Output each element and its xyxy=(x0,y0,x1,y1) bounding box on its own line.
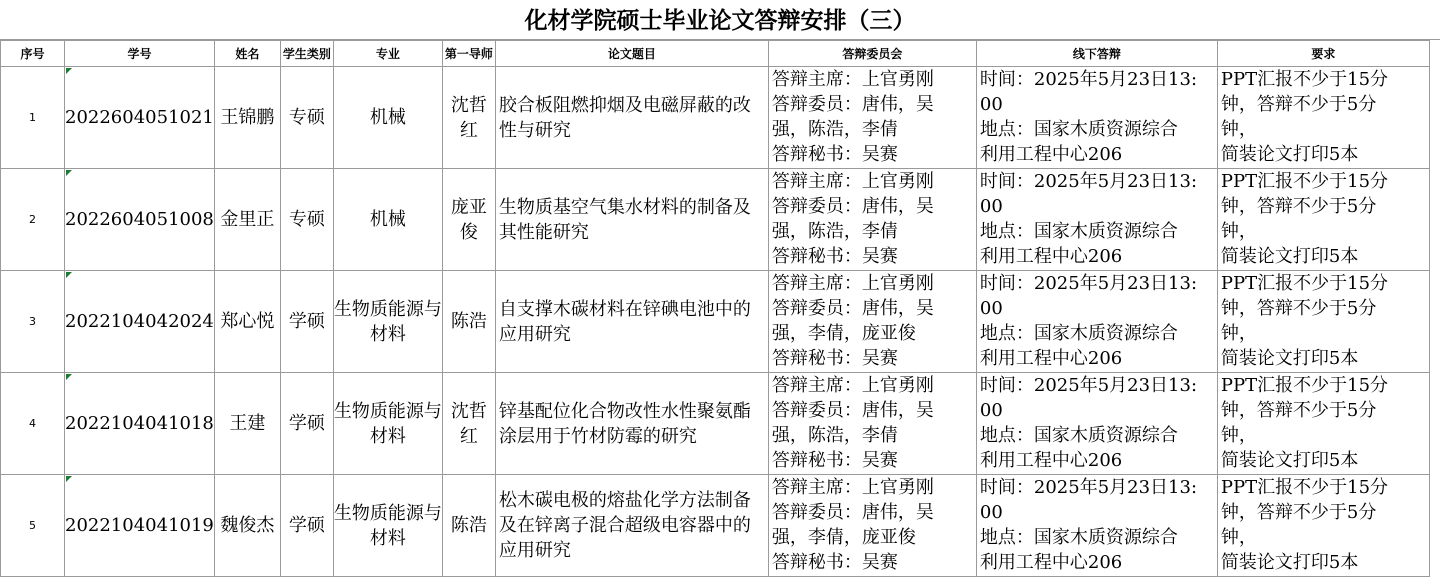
cell-requirements[interactable] xyxy=(1217,271,1429,373)
cell-committee-line: 答辩委员：唐伟，吴 xyxy=(771,298,934,319)
cell-offline-line: 地点：国家木质资源综合 xyxy=(979,221,1178,242)
cell-category[interactable]: 专硕 xyxy=(280,169,333,271)
cell-committee-line: 答辩秘书：吴赛 xyxy=(771,144,898,165)
cell-committee-line: 答辩秘书：吴赛 xyxy=(771,552,898,573)
cell-offline-line: 00 xyxy=(979,502,1003,523)
header-major[interactable]: 专业 xyxy=(333,41,442,67)
cell-advisor[interactable]: 陈浩 xyxy=(442,475,495,577)
cell-offline-line: 利用工程中心206 xyxy=(979,246,1123,267)
defense-schedule-table xyxy=(0,40,1430,577)
cell-offline-line: 00 xyxy=(979,298,1003,319)
cell-requirements-line: PPT汇报不少于15分 xyxy=(1220,69,1389,90)
cell-offline-line: 时间：2025年5月23日13: xyxy=(979,171,1198,192)
cell-seq[interactable]: 3 xyxy=(1,271,65,373)
cell-requirements-line: 钟， xyxy=(1220,425,1257,446)
cell-requirements-line: 简装论文打印5本 xyxy=(1220,552,1359,573)
cell-requirements-line: 简装论文打印5本 xyxy=(1220,246,1359,267)
header-student-id[interactable]: 学号 xyxy=(65,41,215,67)
header-advisor[interactable]: 第一导师 xyxy=(442,41,495,67)
cell-committee-line: 强，陈浩，李倩 xyxy=(771,119,898,140)
cell-committee-line: 答辩委员：唐伟，吴 xyxy=(771,94,934,115)
cell-requirements-line: 钟， xyxy=(1220,119,1257,140)
cell-major[interactable]: 机械 xyxy=(333,67,442,169)
cell-committee-line: 答辩委员：唐伟，吴 xyxy=(771,400,934,421)
cell-name[interactable]: 郑心悦 xyxy=(214,271,280,373)
cell-major[interactable]: 生物质能源与材料 xyxy=(333,271,442,373)
cell-category[interactable]: 学硕 xyxy=(280,475,333,577)
header-name[interactable]: 姓名 xyxy=(214,41,280,67)
cell-advisor[interactable]: 沈哲红 xyxy=(442,373,495,475)
cell-committee-line: 答辩委员：唐伟，吴 xyxy=(771,502,934,523)
cell-student-id[interactable]: 2022604051021 xyxy=(65,67,215,169)
cell-requirements-line: 简装论文打印5本 xyxy=(1220,144,1359,165)
cell-advisor[interactable]: 庞亚俊 xyxy=(442,169,495,271)
cell-offline-line: 时间：2025年5月23日13: xyxy=(979,375,1198,396)
header-committee[interactable]: 答辩委员会 xyxy=(768,41,976,67)
cell-committee-line: 强，李倩，庞亚俊 xyxy=(771,527,916,548)
cell-name[interactable]: 魏俊杰 xyxy=(214,475,280,577)
cell-requirements[interactable] xyxy=(1217,169,1429,271)
cell-offline[interactable] xyxy=(976,373,1217,475)
cell-requirements-line: PPT汇报不少于15分 xyxy=(1220,171,1389,192)
header-category[interactable]: 学生类别 xyxy=(280,41,333,67)
cell-major[interactable]: 机械 xyxy=(333,169,442,271)
cell-requirements-line: 钟，答辩不少于5分 xyxy=(1220,94,1377,115)
cell-requirements-line: 钟，答辩不少于5分 xyxy=(1220,400,1377,421)
header-offline[interactable]: 线下答辩 xyxy=(976,41,1217,67)
table-row xyxy=(1,475,1430,577)
cell-committee-line: 答辩秘书：吴赛 xyxy=(771,246,898,267)
cell-offline-line: 利用工程中心206 xyxy=(979,450,1123,471)
cell-committee[interactable] xyxy=(768,373,976,475)
cell-seq[interactable]: 1 xyxy=(1,67,65,169)
cell-name[interactable]: 金里正 xyxy=(214,169,280,271)
cell-offline-line: 利用工程中心206 xyxy=(979,144,1123,165)
cell-committee-line: 答辩主席：上官勇刚 xyxy=(771,273,934,294)
cell-requirements[interactable] xyxy=(1217,67,1429,169)
cell-requirements-line: 钟， xyxy=(1220,527,1257,548)
cell-requirements[interactable] xyxy=(1217,475,1429,577)
table-row xyxy=(1,67,1430,169)
cell-category[interactable]: 学硕 xyxy=(280,373,333,475)
header-row xyxy=(1,41,1430,67)
cell-thesis-title[interactable]: 自支撑木碳材料在锌碘电池中的应用研究 xyxy=(495,271,768,373)
header-seq[interactable]: 序号 xyxy=(1,41,65,67)
cell-requirements-line: PPT汇报不少于15分 xyxy=(1220,273,1389,294)
cell-offline-line: 00 xyxy=(979,94,1003,115)
cell-advisor[interactable]: 沈哲红 xyxy=(442,67,495,169)
cell-thesis-title[interactable]: 锌基配位化合物改性水性聚氨酯涂层用于竹材防霉的研究 xyxy=(495,373,768,475)
cell-committee-line: 答辩委员：唐伟，吴 xyxy=(771,196,934,217)
cell-student-id[interactable]: 2022104042024 xyxy=(65,271,215,373)
cell-offline-line: 00 xyxy=(979,196,1003,217)
cell-thesis-title[interactable]: 松木碳电极的熔盐化学方法制备及在锌离子混合超级电容器中的应用研究 xyxy=(495,475,768,577)
cell-category[interactable]: 专硕 xyxy=(280,67,333,169)
cell-student-id[interactable]: 2022104041018 xyxy=(65,373,215,475)
cell-requirements-line: 简装论文打印5本 xyxy=(1220,348,1359,369)
cell-name[interactable]: 王建 xyxy=(214,373,280,475)
cell-offline-line: 地点：国家木质资源综合 xyxy=(979,425,1178,446)
cell-committee-line: 答辩主席：上官勇刚 xyxy=(771,171,934,192)
sheet-title: 化材学院硕士毕业论文答辩安排（三） xyxy=(0,0,1440,40)
cell-committee-line: 答辩主席：上官勇刚 xyxy=(771,477,934,498)
cell-requirements-line: 钟， xyxy=(1220,323,1257,344)
cell-category[interactable]: 学硕 xyxy=(280,271,333,373)
cell-requirements-line: 简装论文打印5本 xyxy=(1220,450,1359,471)
table-row xyxy=(1,373,1430,475)
cell-requirements-line: 钟， xyxy=(1220,221,1257,242)
cell-offline[interactable] xyxy=(976,67,1217,169)
cell-name[interactable]: 王锦鹏 xyxy=(214,67,280,169)
cell-committee-line: 答辩主席：上官勇刚 xyxy=(771,69,934,90)
cell-committee-line: 强，陈浩，李倩 xyxy=(771,425,898,446)
cell-major[interactable]: 生物质能源与材料 xyxy=(333,475,442,577)
cell-student-id[interactable]: 2022604051008 xyxy=(65,169,215,271)
cell-advisor[interactable]: 陈浩 xyxy=(442,271,495,373)
cell-offline-line: 时间：2025年5月23日13: xyxy=(979,273,1198,294)
cell-requirements-line: 钟，答辩不少于5分 xyxy=(1220,502,1377,523)
cell-committee[interactable] xyxy=(768,271,976,373)
table-row xyxy=(1,271,1430,373)
table-row xyxy=(1,169,1430,271)
cell-major[interactable]: 生物质能源与材料 xyxy=(333,373,442,475)
cell-offline[interactable] xyxy=(976,475,1217,577)
cell-requirements-line: PPT汇报不少于15分 xyxy=(1220,375,1389,396)
cell-offline-line: 地点：国家木质资源综合 xyxy=(979,119,1178,140)
cell-committee-line: 答辩秘书：吴赛 xyxy=(771,450,898,471)
cell-offline-line: 地点：国家木质资源综合 xyxy=(979,323,1178,344)
cell-offline-line: 利用工程中心206 xyxy=(979,348,1123,369)
cell-committee-line: 强，陈浩，李倩 xyxy=(771,221,898,242)
cell-offline-line: 地点：国家木质资源综合 xyxy=(979,527,1178,548)
cell-committee-line: 答辩秘书：吴赛 xyxy=(771,348,898,369)
cell-committee[interactable] xyxy=(768,169,976,271)
cell-thesis-title[interactable]: 生物质基空气集水材料的制备及其性能研究 xyxy=(495,169,768,271)
cell-offline-line: 利用工程中心206 xyxy=(979,552,1123,573)
cell-committee[interactable] xyxy=(768,67,976,169)
cell-committee-line: 答辩主席：上官勇刚 xyxy=(771,375,934,396)
cell-seq[interactable]: 5 xyxy=(1,475,65,577)
cell-committee-line: 强，李倩，庞亚俊 xyxy=(771,323,916,344)
cell-seq[interactable]: 4 xyxy=(1,373,65,475)
cell-offline-line: 00 xyxy=(979,400,1003,421)
cell-thesis-title[interactable]: 胶合板阻燃抑烟及电磁屏蔽的改性与研究 xyxy=(495,67,768,169)
cell-requirements[interactable] xyxy=(1217,373,1429,475)
cell-student-id[interactable]: 2022104041019 xyxy=(65,475,215,577)
cell-requirements-line: 钟，答辩不少于5分 xyxy=(1220,298,1377,319)
header-thesis-title[interactable]: 论文题目 xyxy=(495,41,768,67)
cell-seq[interactable]: 2 xyxy=(1,169,65,271)
cell-committee[interactable] xyxy=(768,475,976,577)
cell-offline-line: 时间：2025年5月23日13: xyxy=(979,69,1198,90)
header-requirements[interactable]: 要求 xyxy=(1217,41,1429,67)
cell-requirements-line: PPT汇报不少于15分 xyxy=(1220,477,1389,498)
cell-offline[interactable] xyxy=(976,271,1217,373)
cell-offline-line: 时间：2025年5月23日13: xyxy=(979,477,1198,498)
cell-requirements-line: 钟，答辩不少于5分 xyxy=(1220,196,1377,217)
cell-offline[interactable] xyxy=(976,169,1217,271)
